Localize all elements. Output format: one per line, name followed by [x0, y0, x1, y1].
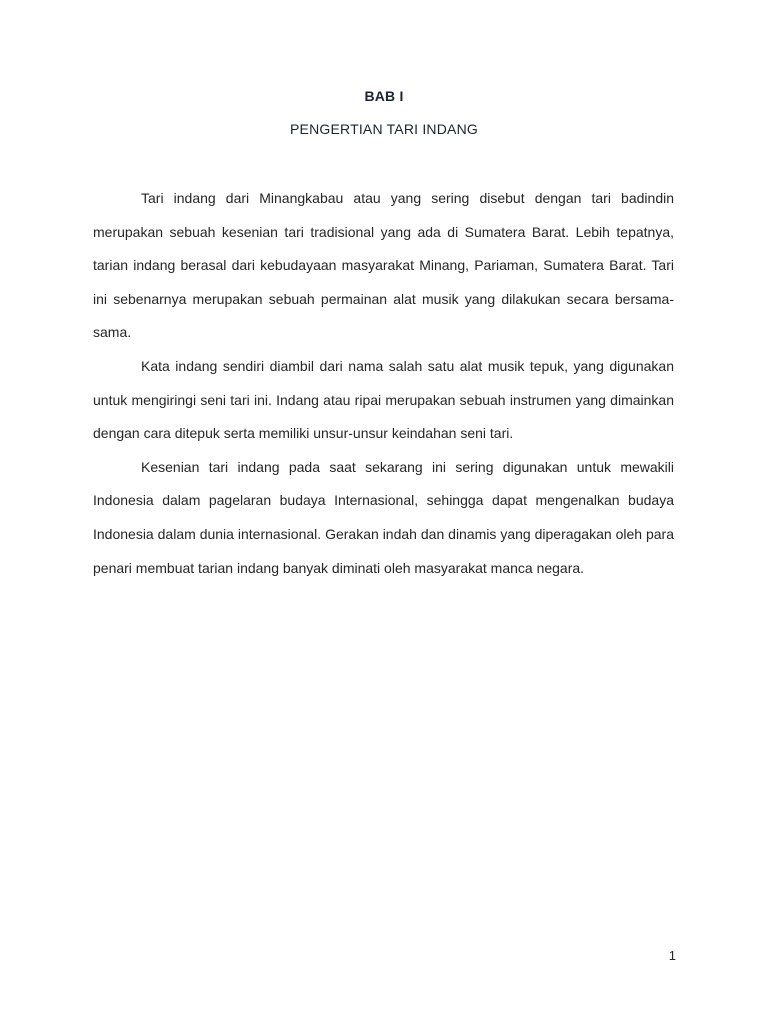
paragraph-1: Tari indang dari Minangkabau atau yang sering disebut dengan tari badindin merupakan sebuah kesenian tari tradisional yang ada di Sumatera Barat. Lebih tepatnya, tarian indang berasal dari kebudayaan masyarakat Minang, Pariaman, Sumatera Barat. Tari ini sebenarnya merupakan sebuah permainan alat musik yang dilakukan secara bersama-sama.: [93, 190, 674, 341]
chapter-label: BAB I: [364, 88, 404, 104]
page-number: 1: [668, 948, 676, 963]
paragraph-2: Kata indang sendiri diambil dari nama salah satu alat musik tepuk, yang digunakan untuk mengiringi seni tari ini. Indang atau ripai merupakan sebuah instrumen yang dimainkan dengan cara ditepuk serta memiliki unsur-unsur keindahan seni tari.: [93, 357, 674, 442]
body-text: [93, 182, 674, 585]
paragraph-3: Kesenian tari indang pada saat sekarang ini sering digunakan untuk mewakili Indonesia dalam pagelaran budaya Internasional, sehingga dapat mengenalkan budaya Indonesia dalam dunia internasional. Gerakan indah dan dinamis yang diperagakan oleh para penari membuat tarian indang banyak diminati oleh masyarakat manca negara.: [93, 458, 674, 576]
chapter-title: PENGERTIAN TARI INDANG: [290, 121, 478, 137]
